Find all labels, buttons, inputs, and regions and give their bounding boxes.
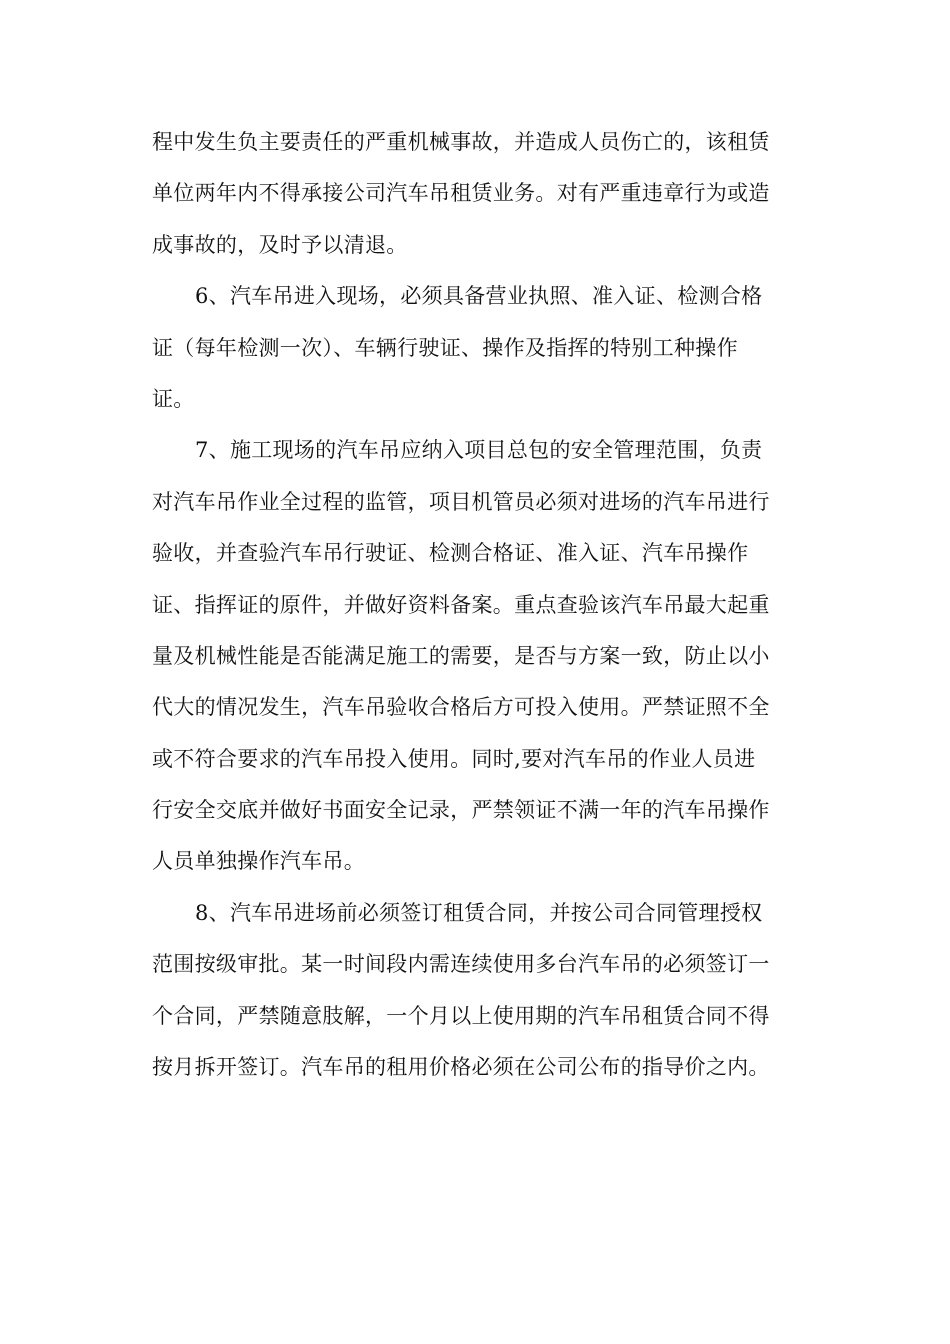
- text-line: 人员单独操作汽车吊。: [152, 849, 365, 874]
- text-line: 范围按级审批。某一时间段内需连续使用多台汽车吊的必须签订一: [152, 952, 770, 977]
- text-line: 程中发生负主要责任的严重机械事故，并造成人员伤亡的，该租赁: [152, 130, 770, 154]
- text-line: 量及机械性能是否能满足施工的需要，是否与方案一致，防止以小: [152, 643, 770, 668]
- paragraph-8: [152, 888, 802, 1094]
- paragraph-7: [152, 425, 802, 888]
- text-line: 按月拆开签订。汽车吊的租用价格必须在公司公布的指导价之内。: [152, 1055, 770, 1080]
- text-line: 8、汽车吊进场前必须签订租赁合同，并按公司合同管理授权: [195, 900, 763, 925]
- text-line: 代大的情况发生，汽车吊验收合格后方可投入使用。严禁证照不全: [152, 695, 770, 720]
- text-line: 成事故的，及时予以清退。: [152, 232, 408, 257]
- text-line: 证。: [152, 386, 195, 411]
- text-line: 个合同，严禁随意肢解，一个月以上使用期的汽车吊租赁合同不得: [152, 1003, 770, 1028]
- text-line: 或不符合要求的汽车吊投入使用。同时,要对汽车吊的作业人员进: [152, 746, 756, 771]
- text-line: 证（每年检测一次）、车辆行驶证、操作及指挥的特别工种操作: [152, 335, 738, 360]
- paragraph-continued: [152, 117, 802, 271]
- text-line: 单位两年内不得承接公司汽车吊租赁业务。对有严重违章行为或造: [152, 181, 770, 206]
- text-line: 行安全交底并做好书面安全记录，严禁领证不满一年的汽车吊操作: [152, 798, 770, 823]
- text-line: 对汽车吊作业全过程的监管，项目机管员必须对进场的汽车吊进行: [152, 489, 770, 514]
- paragraph-6: [152, 271, 802, 425]
- document-body: [152, 117, 802, 1093]
- text-line: 验收，并查验汽车吊行驶证、检测合格证、准入证、汽车吊操作: [152, 541, 749, 566]
- text-line: 证、指挥证的原件，并做好资料备案。重点查验该汽车吊最大起重: [152, 592, 770, 617]
- text-line: 7、施工现场的汽车吊应纳入项目总包的安全管理范围，负责: [195, 438, 763, 463]
- text-line: 6、汽车吊进入现场，必须具备营业执照、准入证、检测合格: [195, 284, 763, 309]
